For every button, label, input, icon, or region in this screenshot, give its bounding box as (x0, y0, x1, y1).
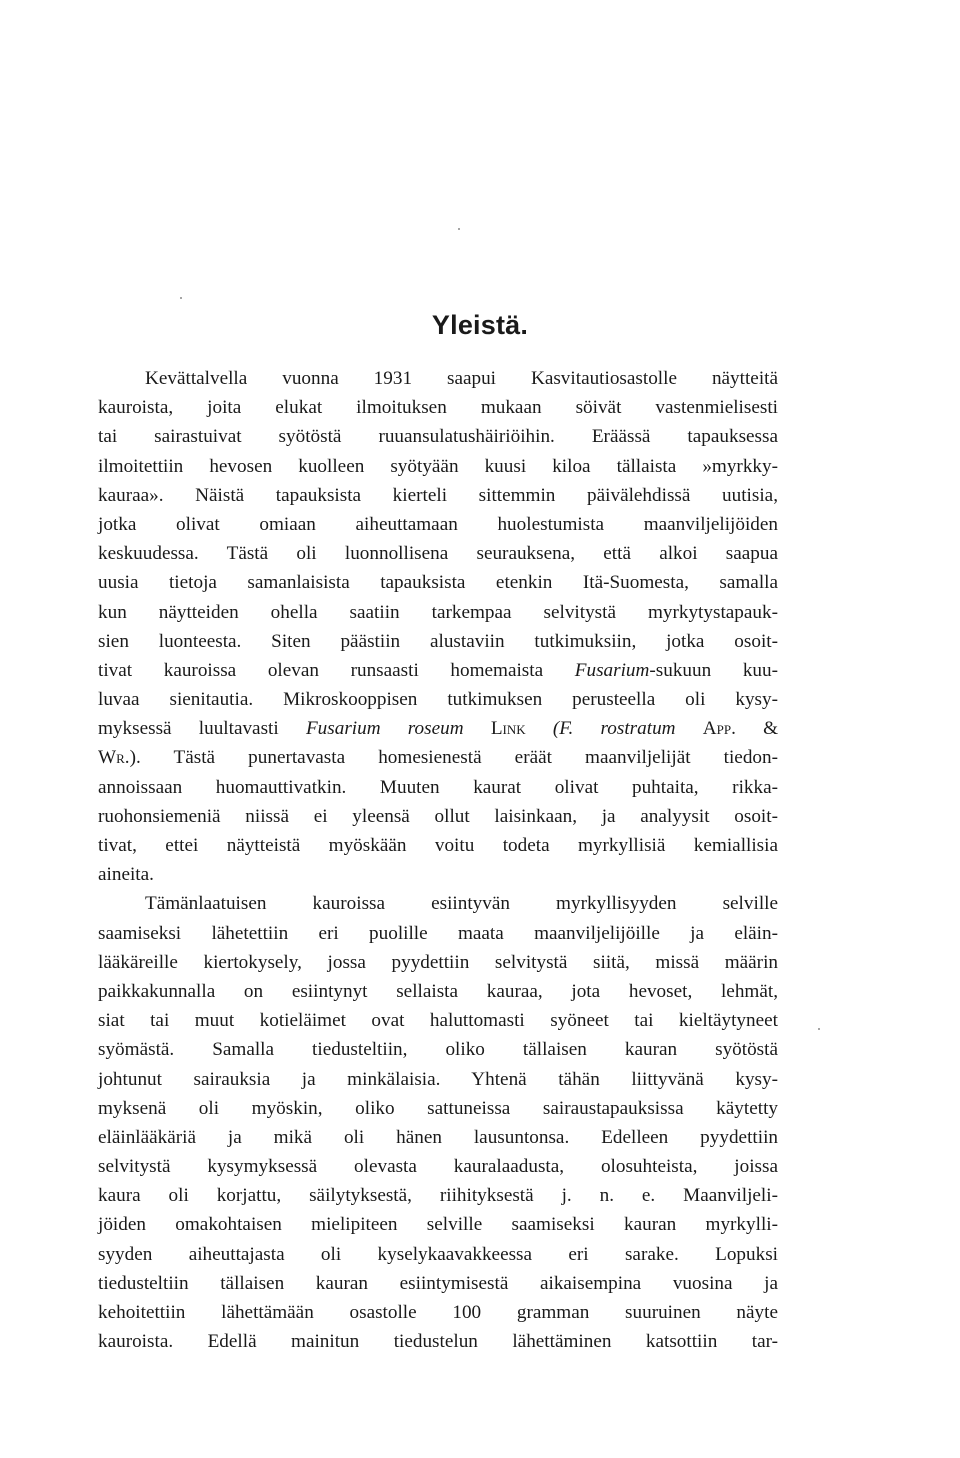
text-line: sien luonteesta. Siten päästiin alustaviin tutkimuksiin, jotka osoit- (98, 630, 778, 652)
text-line: kauraa». Näistä tapauksista kierteli sittemmin päivälehdissä uutisia, (98, 484, 778, 506)
text-line: keskuudessa. Tästä oli luonnollisena seurauksena, että alkoi saapua (98, 543, 778, 565)
text-line: kaura oli korjattu, säilytyksestä, riihityksestä j. n. e. Maanviljeli- (98, 1185, 778, 1207)
text-line: annoissaan huomauttivatkin. Muuten kaurat olivat puhtaita, rikka- (98, 776, 778, 798)
page-heading: Yleistä. (431, 310, 529, 340)
text-line: selvitystä kysymyksessä olevasta kauralaadusta, olosuhteista, joissa (98, 1156, 778, 1178)
text-line: Kevättalvella vuonna 1931 saapui Kasvitautiosastolle näytteitä (145, 368, 778, 389)
text-line: Wr.). Tästä punertavasta homesienestä eräät maanviljelijät tiedon- (98, 747, 778, 769)
text-line: aineita. (98, 864, 154, 886)
paragraph-1 (98, 364, 778, 889)
text-line: lääkäreille kiertokysely, jossa pyydettiin selvitystä siitä, missä määrin (98, 951, 778, 973)
text-line: kehoitettiin lähettämään osastolle 100 gramman suuruinen näyte (98, 1302, 778, 1323)
species-synonym: (F. rostratum (552, 718, 676, 740)
text-line: tivat kauroissa olevan runsaasti homemaista Fusarium-sukuun kuu- (98, 659, 778, 681)
text-line: syömästä. Samalla tiedusteltiin, oliko tällaisen kauran syötöstä (98, 1039, 778, 1061)
text-line: kauroista. Edellä mainitun tiedustelun lähettäminen katsottiin tar- (98, 1331, 778, 1353)
text-line: myksenä oli myöskin, oliko sattuneissa sairaustapauksissa käytetty (98, 1097, 778, 1119)
text-line: myksessä luultavasti Fusarium roseum Link (F. rostratum App. & (98, 718, 779, 740)
text-line: saamiseksi lähetettiin eri puolille maata maanviljelijöille ja eläin- (98, 922, 778, 944)
body-text (98, 364, 778, 1356)
text-line: uusia tietoja samanlaisista tapauksista etenkin Itä-Suomesta, samalla (98, 572, 778, 594)
author-name: Wr (98, 747, 125, 769)
text-line: siat tai muut kotieläimet ovat haluttomasti syöneet tai kieltäytyneet (98, 1010, 778, 1032)
text-line: paikkakunnalla on esiintynyt sellaista kauraa, jota hevoset, lehmät, (98, 980, 778, 1002)
text-line: syyden aiheuttajasta oli kyselykaavakkeessa eri sarake. Lopuksi (98, 1243, 778, 1265)
text-line: eläinlääkäriä ja mikä oli hänen lausuntonsa. Edelleen pyydettiin (98, 1126, 778, 1148)
species-name: Fusarium roseum (305, 718, 464, 740)
author-name: Link (490, 718, 526, 740)
text-line: kauroista, joita elukat ilmoituksen mukaan söivät vastenmielisesti (98, 397, 778, 419)
author-name: App (702, 718, 732, 740)
genus-name: Fusarium (574, 659, 650, 681)
scan-speck (818, 1028, 820, 1030)
text-line: Tämänlaatuisen kauroissa esiintyvän myrkyllisyyden selville (145, 893, 778, 915)
text-line: jöiden omakohtaisen mielipiteen selville saamiseksi kauran myrkylli- (98, 1214, 778, 1236)
paragraph-2 (98, 889, 778, 1356)
text-line: kun näytteiden ohella saatiin tarkempaa selvitystä myrkytystapauk- (98, 601, 778, 623)
text-line: ilmoitettiin hevosen kuolleen syötyään kuusi kiloa tällaista »myrkky- (98, 455, 778, 477)
scan-speck (458, 228, 460, 230)
text-line: jotka olivat omiaan aiheuttamaan huolestumista maanviljelijöiden (98, 513, 778, 535)
text-line: tiedusteltiin tällaisen kauran esiintymisestä aikaisempina vuosina ja (98, 1272, 778, 1294)
text-line: ruohonsiemeniä niissä ei yleensä ollut laisinkaan, ja analyysit osoit- (98, 805, 778, 827)
scan-speck (180, 297, 182, 299)
text-line: luvaa sienitautia. Mikroskooppisen tutkimuksen perusteella oli kysy- (98, 689, 778, 711)
text-line: tai sairastuivat syötöstä ruuansulatushäiriöihin. Eräässä tapauksessa (98, 426, 778, 448)
text-line: johtunut sairauksia ja minkälaisia. Yhtenä tähän liittyvänä kysy- (98, 1068, 778, 1090)
text-line: tivat, ettei näytteistä myöskään voitu todeta myrkyllisiä kemiallisia (98, 835, 778, 856)
